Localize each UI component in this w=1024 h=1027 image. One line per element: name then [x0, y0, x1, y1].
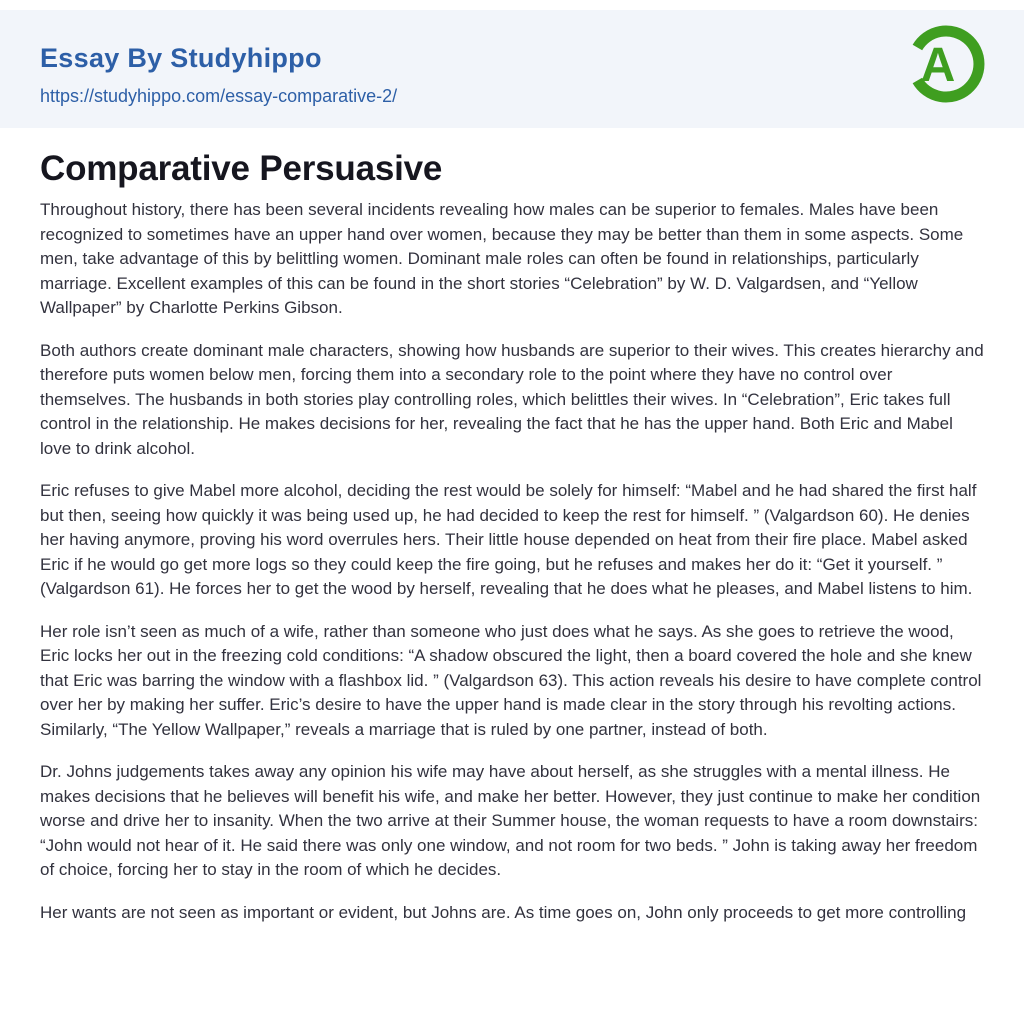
essay-paragraph-5: Dr. Johns judgements takes away any opinion his wife may have about herself, as she struggles with a mental illness. He makes decisions that he believes will benefit his wife, and make her better. However, they just continue to make her condition worse and drive her to insanity. When the two arrive at their Summer house, the woman requests to have a room downstairs: “John would not hear of it. He said there was only one window, and not room for two beds. ” John is taking away her freedom of choice, forcing her to stay in the room of which he decides.: [40, 762, 981, 879]
logo-letter: A: [920, 39, 956, 92]
essay-paragraph-2: Both authors create dominant male characters, showing how husbands are superior to their wives. This creates hierarchy and therefore puts women below men, forcing them into a secondary role to the point where they have no control over themselves. The husbands in both stories play controlling roles, which belittles their wives. In “Celebration”, Eric takes full control in the relationship. He makes decisions for her, revealing the fact that he has the upper hand. Both Eric and Mabel love to drink alcohol.: [40, 340, 984, 458]
essay-paragraph-3: Eric refuses to give Mabel more alcohol, deciding the rest would be solely for himself: “Mabel and he had shared the first half but then, seeing how quickly it was being used up, he had decided to keep the rest for himself. ” (Valgardson 60). He denies her having anymore, proving his word overrules hers. Their little house depended on heat from their fire place. Mabel asked Eric if he would go get more logs so they could keep the fire going, but he refuses and makes her do it: “Get it yourself. ” (Valgardson 61). He forces her to get the wood by herself, revealing that he does what he pleases, and Mabel listens to him.: [40, 481, 977, 598]
essay-paragraph-6: Her wants are not seen as important or evident, but Johns are. As time goes on, John only proceeds to get more controlling: [40, 902, 967, 922]
essay-paragraph-1: Throughout history, there has been several incidents revealing how males can be superior to females. Males have been recognized to sometimes have an upper hand over women, because they may be better than them in some aspects. Some men, take advantage of this by belittling women. Dominant male roles can often be found in relationships, particularly marriage. Excellent examples of this can be found in the short stories “Celebration” by W. D. Valgardsen, and “Yellow Wallpaper” by Charlotte Perkins Gibson.: [40, 200, 964, 317]
header-site-title-link[interactable]: Essay By Studyhippo: [40, 43, 322, 73]
essay-paragraph-4: Her role isn’t seen as much of a wife, rather than someone who just does what he says. As she goes to retrieve the wood, Eric locks her out in the freezing cold conditions: “A shadow obscured the light, then a board covered the hole and she knew that Eric was barring the window with a flashbox lid. ” (Valgardson 63). This action reveals his desire to have complete control over her by making her suffer. Eric’s desire to have the upper hand is made clear in the story through his revolting actions. Similarly, “The Yellow Wallpaper,” reveals a marriage that is ruled by one partner, instead of both.: [40, 621, 982, 739]
studyhippo-logo-icon: [906, 24, 986, 104]
header-essay-url-link[interactable]: https://studyhippo.com/essay-comparative-2/: [40, 86, 398, 107]
essay-content: [0, 148, 1024, 925]
page-header: [0, 10, 1024, 128]
essay-title: Comparative Persuasive: [40, 149, 443, 188]
